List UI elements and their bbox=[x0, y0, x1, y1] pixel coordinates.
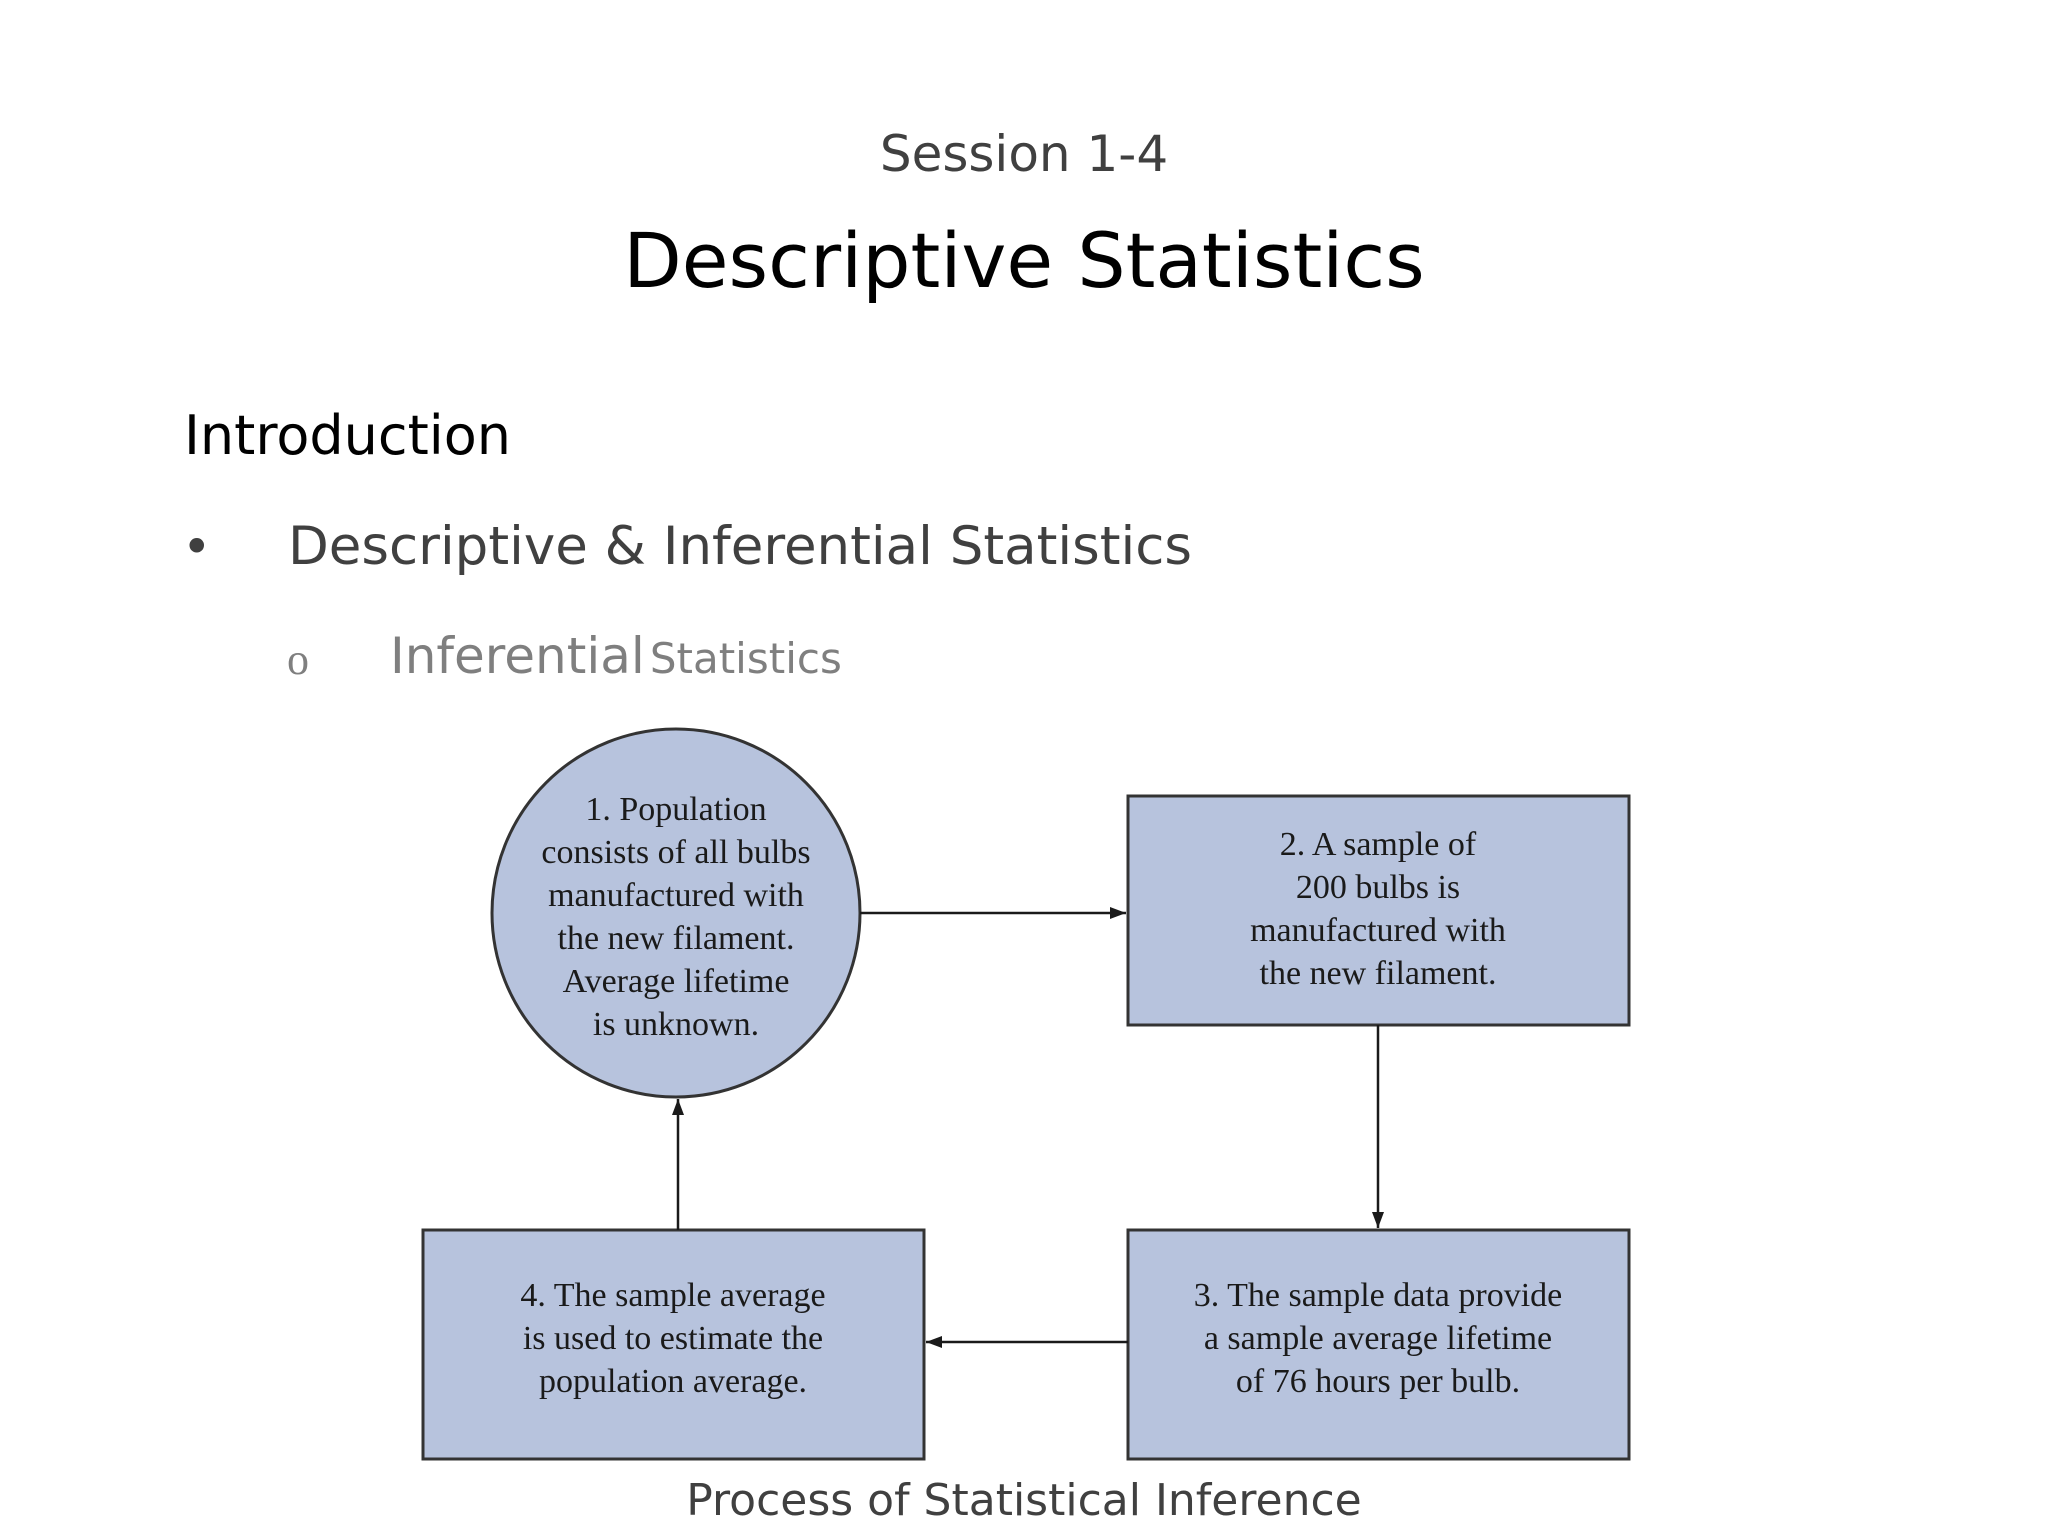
section-heading: Introduction bbox=[184, 404, 512, 467]
node-text-line: consists of all bulbs bbox=[541, 834, 811, 871]
node-text-line: of 76 hours per bulb. bbox=[1235, 1363, 1521, 1400]
bullet-text: Descriptive & Inferential Statistics bbox=[288, 516, 1192, 577]
node-text-line: 2. A sample of bbox=[1279, 826, 1477, 863]
sub-bullet-rest: Statistics bbox=[649, 634, 842, 683]
node-text-line: 1. Population bbox=[585, 791, 767, 828]
node-text-line: is unknown. bbox=[592, 1006, 760, 1043]
node-text-line: is used to estimate the bbox=[522, 1320, 824, 1357]
node-text-line: 200 bulbs is bbox=[1295, 869, 1461, 906]
sub-bullet-main: Inferential bbox=[390, 627, 645, 685]
node-text-line: the new filament. bbox=[557, 920, 795, 957]
figure-caption: Process of Statistical Inference bbox=[686, 1475, 1362, 1526]
node-text-line: manufactured with bbox=[1250, 912, 1506, 949]
session-label: Session 1-4 bbox=[879, 125, 1169, 183]
node-text-line: population average. bbox=[538, 1363, 808, 1400]
node-text-line: Average lifetime bbox=[562, 963, 790, 1000]
sub-bullet-marker: o bbox=[287, 635, 309, 684]
sample-data-node-text bbox=[1194, 1277, 1563, 1400]
slide-title: Descriptive Statistics bbox=[623, 216, 1425, 305]
node-text-line: manufactured with bbox=[548, 877, 804, 914]
node-text-line: the new filament. bbox=[1259, 955, 1497, 992]
bullet-marker: • bbox=[182, 518, 212, 576]
estimate-node-text bbox=[520, 1277, 825, 1400]
node-text-line: a sample average lifetime bbox=[1203, 1320, 1553, 1357]
node-text-line: 4. The sample average bbox=[520, 1277, 826, 1314]
node-text-line: 3. The sample data provide bbox=[1193, 1277, 1563, 1314]
